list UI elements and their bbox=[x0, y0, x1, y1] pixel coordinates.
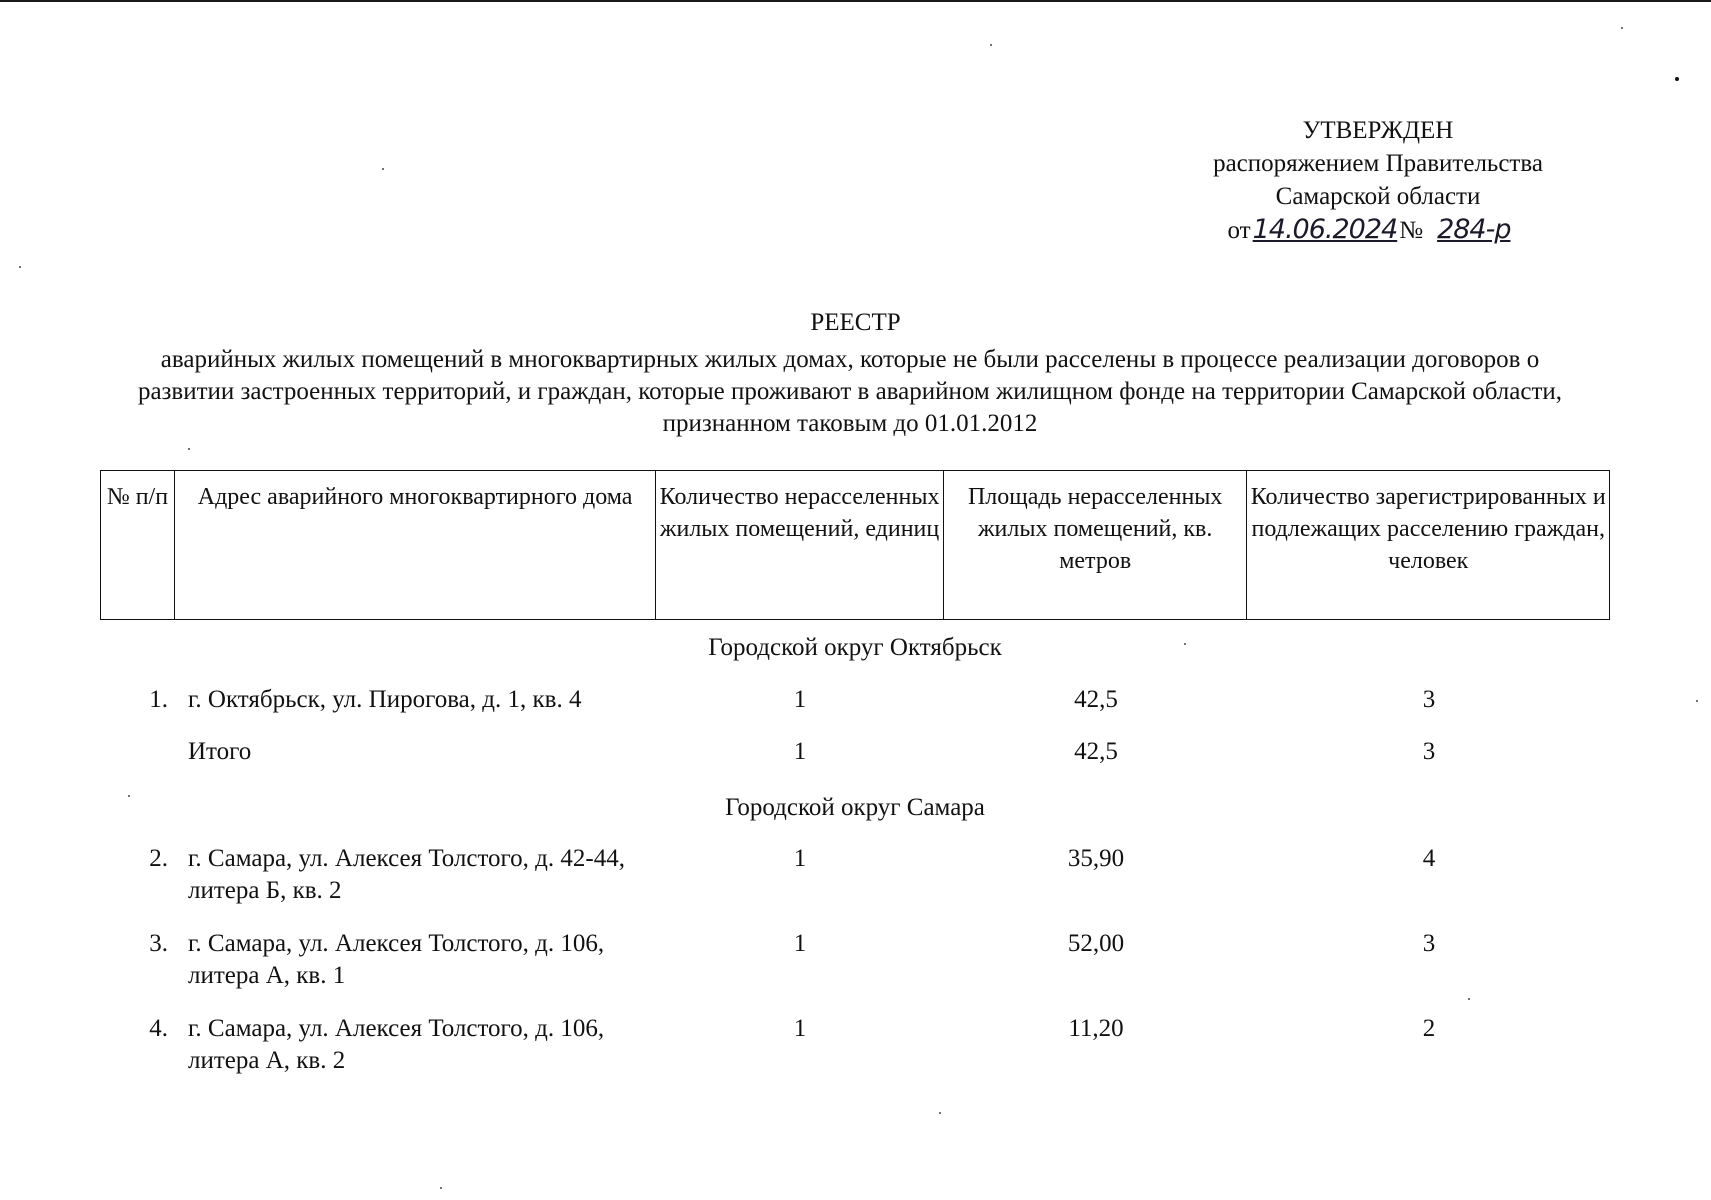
approval-stamp-block bbox=[1168, 114, 1588, 247]
approval-region: Самарской области bbox=[1275, 183, 1481, 210]
row-number: 1. bbox=[149, 686, 168, 713]
table-row bbox=[100, 928, 1610, 992]
row-number bbox=[100, 736, 174, 768]
header-number: № п/п bbox=[101, 471, 175, 619]
table-row bbox=[100, 684, 1610, 716]
row-area: 52,00 bbox=[1067, 930, 1125, 957]
approval-heading: УТВЕРЖДЕН bbox=[1302, 117, 1454, 144]
document-subtitle: аварийных жилых помещений в многоквартирных жилых домах, которые не были расселены в процессе реализации договоров о развитии застроенных территорий, и граждан, которые проживают в аварийном жилищном фонде на территории Самарской области, признанном таковым до 01.01.2012 bbox=[137, 346, 1563, 437]
row-people: 2 bbox=[1422, 1015, 1436, 1042]
row-area: 35,90 bbox=[1067, 845, 1125, 872]
scan-speck bbox=[128, 795, 130, 797]
section-heading-samara: Городской округ Самара bbox=[725, 794, 985, 821]
header-address: Адрес аварийного многоквартирного дома bbox=[175, 471, 656, 619]
scan-speck bbox=[990, 44, 992, 46]
row-units: 1 bbox=[793, 930, 807, 957]
header-area: Площадь нерасселенных жилых помещений, кв. метров bbox=[944, 471, 1248, 619]
row-people: 3 bbox=[1422, 930, 1436, 957]
row-units: 1 bbox=[793, 1015, 807, 1042]
scan-speck bbox=[939, 1112, 941, 1114]
document-title: РЕЕСТР bbox=[810, 309, 901, 336]
date-prefix: от bbox=[1227, 217, 1251, 244]
scan-speck bbox=[1675, 77, 1679, 81]
scan-top-edge bbox=[0, 0, 1711, 2]
scan-speck bbox=[1184, 643, 1186, 645]
handwritten-number: 284-р bbox=[1437, 214, 1511, 245]
row-address: г. Самара, ул. Алексея Толстого, д. 106, литера А, кв. 2 bbox=[188, 1015, 605, 1074]
number-prefix: № bbox=[1399, 217, 1424, 244]
row-address: г. Самара, ул. Алексея Толстого, д. 106, литера А, кв. 1 bbox=[188, 930, 605, 989]
table-row-total bbox=[100, 736, 1610, 768]
row-people: 3 bbox=[1422, 686, 1436, 713]
row-area: 11,20 bbox=[1068, 1015, 1124, 1042]
row-number: 2. bbox=[149, 845, 168, 872]
approval-issuer: распоряжением Правительства bbox=[1213, 150, 1543, 177]
table-row bbox=[100, 843, 1610, 907]
row-number: 4. bbox=[149, 1015, 168, 1042]
row-units: 1 bbox=[793, 845, 807, 872]
row-address: г. Самара, ул. Алексея Толстого, д. 42-44, литера Б, кв. 2 bbox=[188, 845, 625, 904]
row-area: 42,5 bbox=[1074, 686, 1118, 713]
row-units: 1 bbox=[793, 686, 807, 713]
table-row bbox=[100, 1013, 1610, 1077]
row-area: 42,5 bbox=[1074, 738, 1118, 765]
header-units: Количество нерасселенных жилых помещений, единиц bbox=[656, 471, 944, 619]
row-address: г. Октябрьск, ул. Пирогова, д. 1, кв. 4 bbox=[188, 686, 582, 713]
handwritten-date: 14.06.2024 bbox=[1252, 214, 1398, 245]
scan-speck bbox=[440, 1187, 442, 1189]
scan-speck bbox=[1468, 998, 1470, 1000]
scan-speck bbox=[188, 448, 190, 450]
row-number: 3. bbox=[149, 930, 168, 957]
row-people: 3 bbox=[1422, 738, 1436, 765]
scan-speck bbox=[19, 266, 21, 268]
row-address: Итого bbox=[188, 738, 252, 765]
approval-date-number-line bbox=[1168, 213, 1588, 247]
scan-speck bbox=[382, 168, 384, 170]
section-heading-oktyabrsk: Городской округ Октябрьск bbox=[708, 634, 1002, 661]
scan-speck bbox=[1621, 27, 1623, 29]
row-units: 1 bbox=[793, 738, 807, 765]
row-people: 4 bbox=[1422, 845, 1436, 872]
scan-speck bbox=[1696, 700, 1698, 702]
table-header bbox=[100, 470, 1610, 620]
header-people: Количество зарегистрированных и подлежащих расселению граждан, человек bbox=[1250, 484, 1606, 574]
